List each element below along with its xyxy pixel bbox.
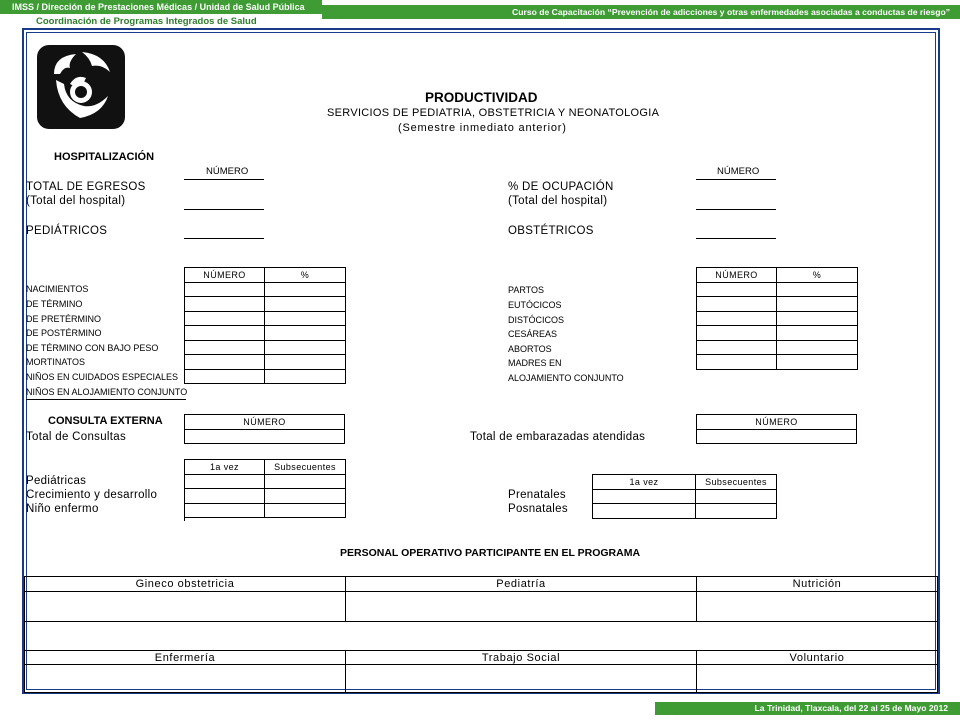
grid-cell[interactable]: [777, 355, 858, 370]
grid-cell[interactable]: [697, 282, 777, 297]
row-distocicos: DISTÓCICOS: [508, 315, 565, 325]
grid-cell[interactable]: [593, 489, 696, 504]
form-title: PRODUCTIVIDAD: [425, 90, 538, 105]
grid-cell[interactable]: [265, 311, 346, 326]
consulta-heading: CONSULTA EXTERNA: [48, 415, 163, 427]
row-partos: PARTOS: [508, 285, 545, 295]
grid-cell[interactable]: [185, 311, 265, 326]
staff-nutricion-header: Nutrición: [697, 577, 938, 592]
total-hospital-label-right: (Total del hospital): [508, 195, 608, 207]
grid-cell[interactable]: [697, 355, 777, 370]
header-left-title: IMSS / Dirección de Prestaciones Médicas / Unidad de Salud Pública: [12, 2, 305, 12]
grid-cell[interactable]: [185, 355, 265, 370]
header-left-subtitle: Coordinación de Programas Integrados de Salud: [36, 16, 257, 27]
row-bajo-peso: DE TÉRMINO CON BAJO PESO: [26, 343, 159, 353]
staff-voluntario-header: Voluntario: [697, 651, 938, 665]
total-hospital-label-left: (Total del hospital): [26, 195, 126, 207]
pediatricos-label: PEDIÁTRICOS: [26, 225, 108, 237]
header-right-bar: [322, 5, 960, 19]
grid-cell[interactable]: [777, 282, 858, 297]
staff-spacer-row: [25, 622, 938, 651]
grid-cell[interactable]: [265, 282, 346, 297]
grid-cell[interactable]: [185, 282, 265, 297]
row-abortos: ABORTOS: [508, 344, 552, 354]
grid-cell[interactable]: [777, 297, 858, 312]
row-nacimientos: NACIMIENTOS: [26, 284, 89, 294]
grid-divider: [184, 517, 185, 521]
partos-grid: [696, 267, 858, 370]
row-alojamiento-conjunto-ninos: NIÑOS EN ALOJAMIENTO CONJUNTO: [26, 387, 188, 397]
grid-cell[interactable]: [777, 340, 858, 355]
total-consultas-grid: [184, 414, 345, 444]
grid-cell[interactable]: [265, 474, 346, 489]
total-egresos-label: TOTAL DE EGRESOS: [26, 181, 146, 193]
staff-enfermeria-field[interactable]: [25, 665, 346, 693]
staff-nutricion-field[interactable]: [697, 592, 938, 622]
numero-label-left: NÚMERO: [206, 166, 249, 177]
grid-cell[interactable]: [185, 340, 265, 355]
grid-cell[interactable]: [696, 489, 777, 504]
header-left-bar: [0, 0, 322, 14]
pct-ocupacion-label: % DE OCUPACIÓN: [508, 181, 614, 193]
grid-cell[interactable]: [593, 504, 696, 519]
grid-cell[interactable]: [265, 503, 346, 518]
staff-enfermeria-header: Enfermería: [25, 651, 346, 665]
grid-cell[interactable]: [265, 326, 346, 341]
header-right-title: Curso de Capacitación “Prevención de adicciones y otras enfermedades asociadas a conductas de riesgo”: [512, 7, 950, 17]
col-numero-header: NÚMERO: [185, 415, 345, 430]
form-subtitle: SERVICIOS DE PEDIATRIA, OBSTETRICIA Y NEONATOLOGIA: [327, 107, 660, 119]
hospitalizacion-heading: HOSPITALIZACIÓN: [54, 151, 155, 163]
grid-cell[interactable]: [697, 340, 777, 355]
staff-pediatria-field[interactable]: [346, 592, 697, 622]
numero-underline-left: [184, 179, 264, 180]
grid-cell[interactable]: [697, 311, 777, 326]
row-nino-enfermo: Niño enfermo: [26, 503, 99, 515]
grid-cell[interactable]: [265, 297, 346, 312]
total-egresos-field[interactable]: [184, 209, 264, 210]
total-consultas-label: Total de Consultas: [26, 431, 127, 443]
col-primera-vez-header: 1a vez: [593, 475, 696, 490]
staff-gineco-field[interactable]: [25, 592, 346, 622]
grid-cell[interactable]: [777, 326, 858, 341]
grid-cell[interactable]: [185, 369, 265, 384]
row-eutocicos: EUTÓCICOS: [508, 300, 562, 310]
grid-cell[interactable]: [265, 340, 346, 355]
total-consultas-field[interactable]: [185, 429, 345, 444]
total-embarazadas-label: Total de embarazadas atendidas: [470, 431, 646, 443]
row-cuidados-especiales: NIÑOS EN CUIDADOS ESPECIALES: [26, 372, 179, 382]
imss-logo: [36, 44, 126, 130]
col-subsecuentes-header: Subsecuentes: [696, 475, 777, 490]
total-embarazadas-field[interactable]: [697, 429, 857, 444]
grid-cell[interactable]: [696, 504, 777, 519]
grid-cell[interactable]: [185, 297, 265, 312]
row-crecimiento: Crecimiento y desarrollo: [26, 489, 158, 501]
grid-cell[interactable]: [777, 311, 858, 326]
grid-cell[interactable]: [265, 489, 346, 504]
grid-cell[interactable]: [185, 326, 265, 341]
row-mortinatos: MORTINATOS: [26, 357, 86, 367]
grid-cell[interactable]: [185, 474, 265, 489]
row-de-pretermino: DE PRETÉRMINO: [26, 314, 102, 324]
col-numero-header: NÚMERO: [697, 415, 857, 430]
grid-cell[interactable]: [265, 369, 346, 384]
total-embarazadas-grid: [696, 414, 857, 444]
col-primera-vez-header: 1a vez: [185, 460, 265, 475]
personal-heading: PERSONAL OPERATIVO PARTICIPANTE EN EL PROGRAMA: [340, 547, 641, 559]
personal-table: [24, 576, 938, 693]
consultas-prenatales-grid: [592, 474, 777, 519]
obstetricos-label: OBSTÉTRICOS: [508, 225, 594, 237]
row-underline: [26, 399, 186, 400]
row-madres-en: MADRES EN: [508, 358, 562, 368]
row-de-postermino: DE POSTÉRMINO: [26, 328, 102, 338]
col-pct-header: %: [265, 268, 346, 283]
staff-gineco-header: Gineco obstetricia: [25, 577, 346, 592]
nacimientos-grid: [184, 267, 346, 384]
col-subsecuentes-header: Subsecuentes: [265, 460, 346, 475]
row-cesareas: CESÁREAS: [508, 329, 558, 339]
row-prenatales: Prenatales: [508, 489, 566, 501]
row-pediatricas: Pediátricas: [26, 475, 87, 487]
consultas-pediatricas-grid: [184, 459, 346, 518]
row-de-termino: DE TÉRMINO: [26, 299, 83, 309]
grid-cell[interactable]: [697, 297, 777, 312]
col-pct-header: %: [777, 268, 858, 283]
staff-voluntario-field[interactable]: [697, 665, 938, 693]
obstetricos-field[interactable]: [696, 238, 776, 239]
footer-text: La Trinidad, Tlaxcala, del 22 al 25 de Mayo 2012: [754, 703, 948, 713]
pediatricos-field[interactable]: [184, 238, 264, 239]
footer-bar: [655, 702, 960, 715]
grid-cell[interactable]: [185, 489, 265, 504]
staff-trabajo-social-field[interactable]: [346, 665, 697, 693]
numero-underline-right: [696, 179, 776, 180]
pct-ocupacion-field[interactable]: [696, 209, 776, 210]
staff-pediatria-header: Pediatría: [346, 577, 697, 592]
col-numero-header: NÚMERO: [697, 268, 777, 283]
form-period: (Semestre inmediato anterior): [398, 122, 567, 134]
grid-cell[interactable]: [185, 503, 265, 518]
row-posnatales: Posnatales: [508, 503, 568, 515]
col-numero-header: NÚMERO: [185, 268, 265, 283]
numero-label-right: NÚMERO: [717, 166, 760, 177]
grid-cell[interactable]: [265, 355, 346, 370]
row-alojamiento-conjunto: ALOJAMIENTO CONJUNTO: [508, 373, 624, 383]
grid-cell[interactable]: [697, 326, 777, 341]
staff-trabajo-social-header: Trabajo Social: [346, 651, 697, 665]
